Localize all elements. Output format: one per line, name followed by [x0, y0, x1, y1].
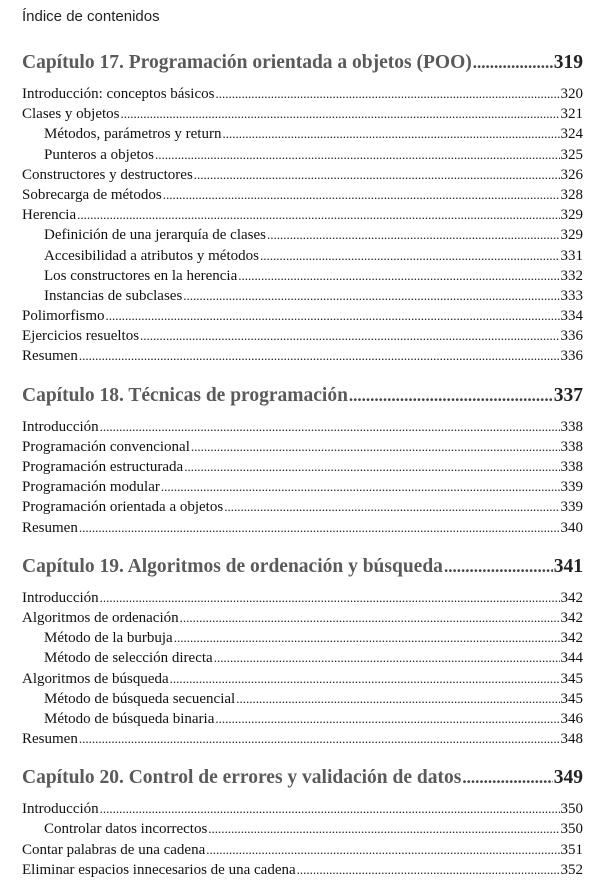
toc-subentry[interactable]	[22, 819, 583, 839]
entry-page-number: 338	[560, 459, 583, 475]
entry-page-number: 345	[560, 690, 583, 707]
entry-title: Introducción	[22, 801, 99, 818]
dot-leader	[191, 437, 560, 457]
entry-page-number: 346	[560, 710, 583, 727]
dot-leader	[100, 588, 560, 608]
toc-entry[interactable]	[22, 346, 583, 366]
toc-subentry[interactable]	[22, 648, 583, 668]
dot-leader	[444, 554, 553, 580]
dot-leader	[236, 689, 559, 709]
entry-page-number: 320	[560, 86, 583, 102]
toc-entry[interactable]	[22, 185, 583, 205]
dot-leader	[79, 518, 560, 538]
dot-leader	[224, 497, 559, 517]
chapter-heading[interactable]	[22, 554, 583, 580]
entry-page-number: 329	[560, 207, 583, 224]
toc-entry[interactable]	[22, 457, 583, 477]
entry-title: Sobrecarga de métodos	[22, 186, 162, 203]
entry-page-number: 339	[560, 499, 583, 516]
entry-page-number: 326	[560, 166, 583, 183]
dot-leader	[180, 608, 560, 628]
dot-leader	[208, 819, 559, 839]
toc-subentry[interactable]	[22, 145, 583, 165]
entry-title: Definición de una jerarquía de clases	[44, 227, 266, 244]
toc-entry[interactable]	[22, 477, 583, 497]
dot-leader	[260, 246, 560, 266]
dot-leader	[238, 266, 559, 286]
dot-leader	[121, 104, 560, 124]
entry-page-number: 325	[560, 146, 583, 163]
entry-title: Método de selección directa	[44, 650, 213, 667]
entry-page-number: 342	[560, 609, 583, 626]
toc-entry[interactable]	[22, 518, 583, 538]
dot-leader	[215, 84, 559, 104]
entry-title: Programación orientada a objetos	[22, 499, 224, 516]
chapter-heading[interactable]	[22, 383, 583, 409]
dot-leader	[100, 417, 560, 437]
entry-page-number: 321	[560, 106, 583, 123]
dot-leader	[194, 165, 560, 185]
toc-entry[interactable]	[22, 669, 583, 689]
chapter-title: Capítulo 19. Algoritmos de ordenación y búsqueda	[22, 555, 443, 577]
toc-entry[interactable]	[22, 104, 583, 124]
entry-title: Contar palabras de una cadena	[22, 841, 206, 858]
entry-page-number: 342	[560, 589, 583, 606]
entry-title: Método de la burbuja	[44, 630, 173, 647]
entry-page-number: 333	[560, 287, 583, 304]
entry-page-number: 331	[560, 247, 583, 264]
entry-title: Programación convencional	[22, 438, 190, 455]
toc-entry[interactable]	[22, 840, 583, 860]
chapter-page-number: 349	[553, 767, 583, 789]
entry-page-number: 329	[560, 227, 583, 244]
entry-title: Método de búsqueda binaria	[44, 710, 215, 727]
entry-page-number: 332	[560, 267, 583, 284]
dot-leader	[174, 628, 560, 648]
chapter-section	[22, 765, 583, 880]
toc-entry[interactable]	[22, 497, 583, 517]
toc-subentry[interactable]	[22, 225, 583, 245]
dot-leader	[214, 648, 560, 668]
dot-leader	[462, 765, 552, 791]
entry-page-number: 348	[560, 731, 583, 748]
dot-leader	[170, 669, 560, 689]
entry-title: Métodos, parámetros y return	[44, 126, 222, 143]
toc-entry[interactable]	[22, 588, 583, 608]
dot-leader	[473, 50, 553, 76]
entry-title: Eliminar espacios innecesarios de una cadena	[22, 861, 296, 878]
entry-page-number: 338	[560, 418, 583, 435]
dot-leader	[184, 457, 559, 477]
entry-title: Programación estructurada	[22, 459, 184, 475]
dot-leader	[155, 145, 560, 165]
entry-page-number: 342	[560, 630, 583, 647]
toc-subentry[interactable]	[22, 628, 583, 648]
toc-subentry[interactable]	[22, 689, 583, 709]
dot-leader	[222, 124, 559, 144]
entry-title: Constructores y destructores	[22, 166, 193, 183]
entry-title: Clases y objetos	[22, 106, 120, 123]
toc-entry[interactable]	[22, 799, 583, 819]
entry-title: Ejercicios resueltos	[22, 328, 140, 345]
dot-leader	[106, 306, 560, 326]
entry-title: Controlar datos incorrectos	[44, 821, 208, 838]
entry-title: Resumen	[22, 731, 78, 748]
entry-title: Accesibilidad a atributos y métodos	[44, 247, 259, 264]
entry-title: Herencia	[22, 207, 77, 224]
toc-subentry[interactable]	[22, 124, 583, 144]
entry-title: Resumen	[22, 519, 78, 536]
toc-entry[interactable]	[22, 326, 583, 346]
entry-title: Método de búsqueda secuencial	[44, 690, 236, 707]
chapter-page-number: 319	[553, 52, 583, 73]
entry-page-number: 328	[560, 186, 583, 203]
toc-entry[interactable]	[22, 306, 583, 326]
toc-subentry[interactable]	[22, 246, 583, 266]
dot-leader	[161, 477, 560, 497]
dot-leader	[100, 799, 560, 819]
chapter-section	[22, 383, 583, 538]
entry-page-number: 340	[560, 519, 583, 536]
entry-page-number: 344	[560, 650, 583, 667]
toc-entry[interactable]	[22, 729, 583, 749]
dot-leader	[183, 286, 559, 306]
entry-title: Algoritmos de búsqueda	[22, 670, 169, 687]
entry-page-number: 334	[560, 308, 583, 325]
dot-leader	[140, 326, 559, 346]
entry-page-number: 336	[560, 348, 583, 365]
chapter-heading[interactable]	[22, 765, 583, 791]
entry-page-number: 351	[560, 841, 583, 858]
entry-title: Polimorfismo	[22, 308, 105, 325]
toc-subentry[interactable]	[22, 709, 583, 729]
dot-leader	[163, 185, 560, 205]
entry-page-number: 324	[560, 126, 583, 143]
toc-entry[interactable]	[22, 417, 583, 437]
entry-title: Introducción: conceptos básicos	[22, 86, 215, 102]
entry-title: Los constructores en la herencia	[44, 267, 238, 284]
entry-title: Instancias de subclases	[44, 287, 183, 304]
toc-entry[interactable]	[22, 608, 583, 628]
entry-page-number: 336	[560, 328, 583, 345]
dot-leader	[215, 709, 559, 729]
entry-title: Introducción	[22, 589, 99, 606]
chapter-heading[interactable]	[22, 50, 583, 76]
running-header: Índice de contenidos	[22, 8, 160, 25]
dot-leader	[349, 383, 553, 409]
chapter-title: Capítulo 18. Técnicas de programación	[22, 384, 348, 406]
entry-page-number: 350	[560, 801, 583, 818]
entry-page-number: 350	[560, 821, 583, 838]
chapter-page-number: 337	[553, 384, 583, 406]
chapter-title: Capítulo 20. Control de errores y validación de datos	[22, 767, 462, 789]
toc-entry[interactable]	[22, 437, 583, 457]
toc-entry[interactable]	[22, 205, 583, 225]
entry-page-number: 345	[560, 670, 583, 687]
chapter-page-number: 341	[553, 555, 583, 577]
dot-leader	[79, 729, 560, 749]
toc-entry[interactable]	[22, 84, 583, 104]
entry-page-number: 339	[560, 479, 583, 496]
toc-entry[interactable]	[22, 165, 583, 185]
dot-leader	[77, 205, 559, 225]
toc-subentry[interactable]	[22, 266, 583, 286]
entry-page-number: 352	[560, 861, 583, 878]
dot-leader	[206, 840, 559, 860]
dot-leader	[79, 346, 560, 366]
chapter-section	[22, 50, 583, 367]
toc-subentry[interactable]	[22, 286, 583, 306]
chapter-title: Capítulo 17. Programación orientada a objetos (POO)	[22, 52, 472, 73]
entry-title: Resumen	[22, 348, 78, 365]
chapter-section	[22, 554, 583, 750]
dot-leader	[267, 225, 560, 245]
entry-title: Programación modular	[22, 479, 160, 496]
entry-title: Algoritmos de ordenación	[22, 609, 179, 626]
entry-title: Punteros a objetos	[44, 146, 154, 163]
entry-title: Introducción	[22, 418, 99, 435]
entry-page-number: 338	[560, 438, 583, 455]
table-of-contents	[22, 50, 583, 896]
